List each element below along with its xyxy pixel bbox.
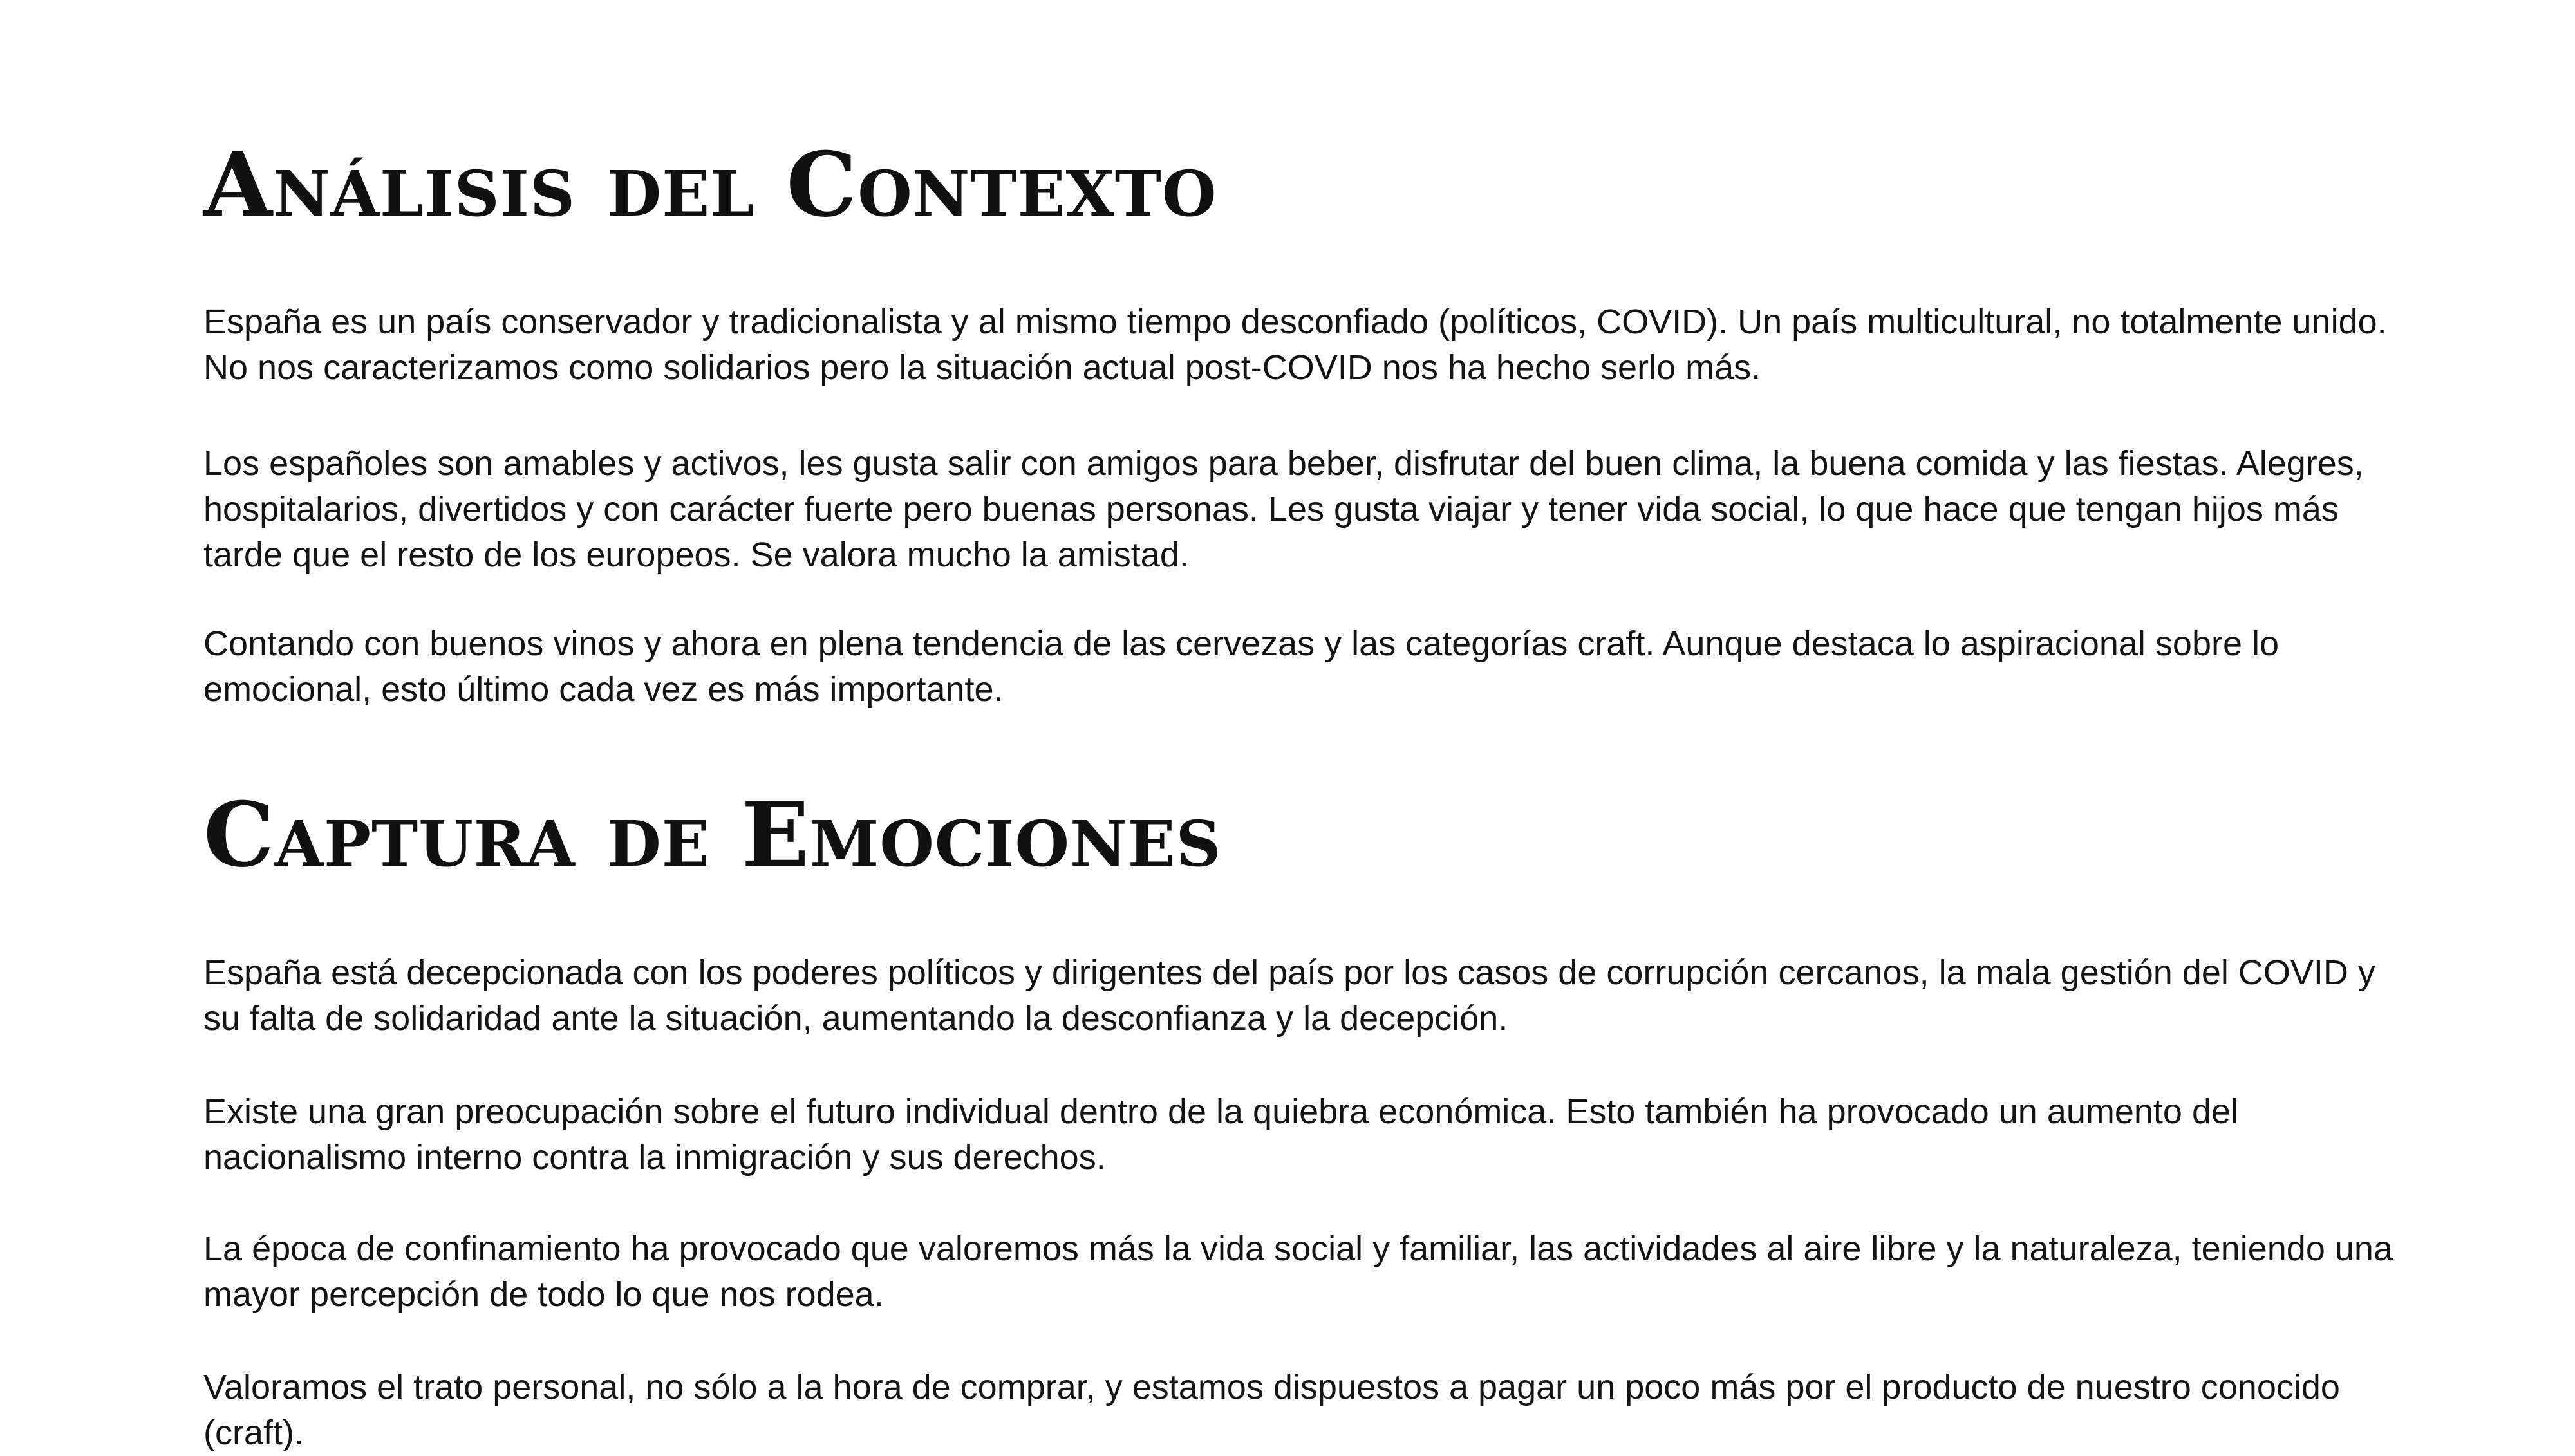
context-paragraph-3: Contando con buenos vinos y ahora en plena tendencia de las cervezas y las categorías craft. Aunque destaca lo aspiracional sobre lo emocional, esto último cada vez es más importante.	[203, 624, 2280, 709]
context-paragraph-1: España es un país conservador y tradicionalista y al mismo tiempo desconfiado (políticos, COVID). Un país multicultural, no totalmente unido. No nos caracterizamos como solidarios pero la situación actual post-COVID nos ha hecho serlo más.	[203, 303, 2387, 387]
emotions-paragraph-3: La época de confinamiento ha provocado que valoremos más la vida social y familiar, las actividades al aire libre y la naturaleza, teniendo una mayor percepción de todo lo que nos rodea.	[203, 1229, 2393, 1314]
emotions-paragraph-2: Existe una gran preocupación sobre el futuro individual dentro de la quiebra económica. Esto también ha provocado un aumento del nacionalismo interno contra la inmigración y sus derechos.	[203, 1092, 2239, 1177]
context-paragraph-2: Los españoles son amables y activos, les gusta salir con amigos para beber, disfrutar del buen clima, la buena comida y las fiestas. Alegres, hospitalarios, divertidos y con carácter fuerte pero buenas personas. Les gusta viajar y tener vida social, lo que hace que tengan hijos más tarde que el resto de los europeos. Se valora mucho la amistad.	[203, 444, 2364, 574]
emotions-paragraph-4: Valoramos el trato personal, no sólo a la hora de comprar, y estamos dispuestos a pagar un poco más por el producto de nuestro conocido (craft).	[203, 1368, 2340, 1452]
document-page	[203, 0, 2405, 1452]
emotions-paragraph-1: España está decepcionada con los poderes políticos y dirigentes del país por los casos de corrupción cercanos, la mala gestión del COVID y su falta de solidaridad ante la situación, aumentando la desconfianza y la decepción.	[203, 953, 2375, 1038]
section-heading-analisis-contexto: Análisis del Contexto	[203, 132, 1217, 237]
section-heading-captura-emociones: Captura de Emociones	[203, 782, 1222, 887]
